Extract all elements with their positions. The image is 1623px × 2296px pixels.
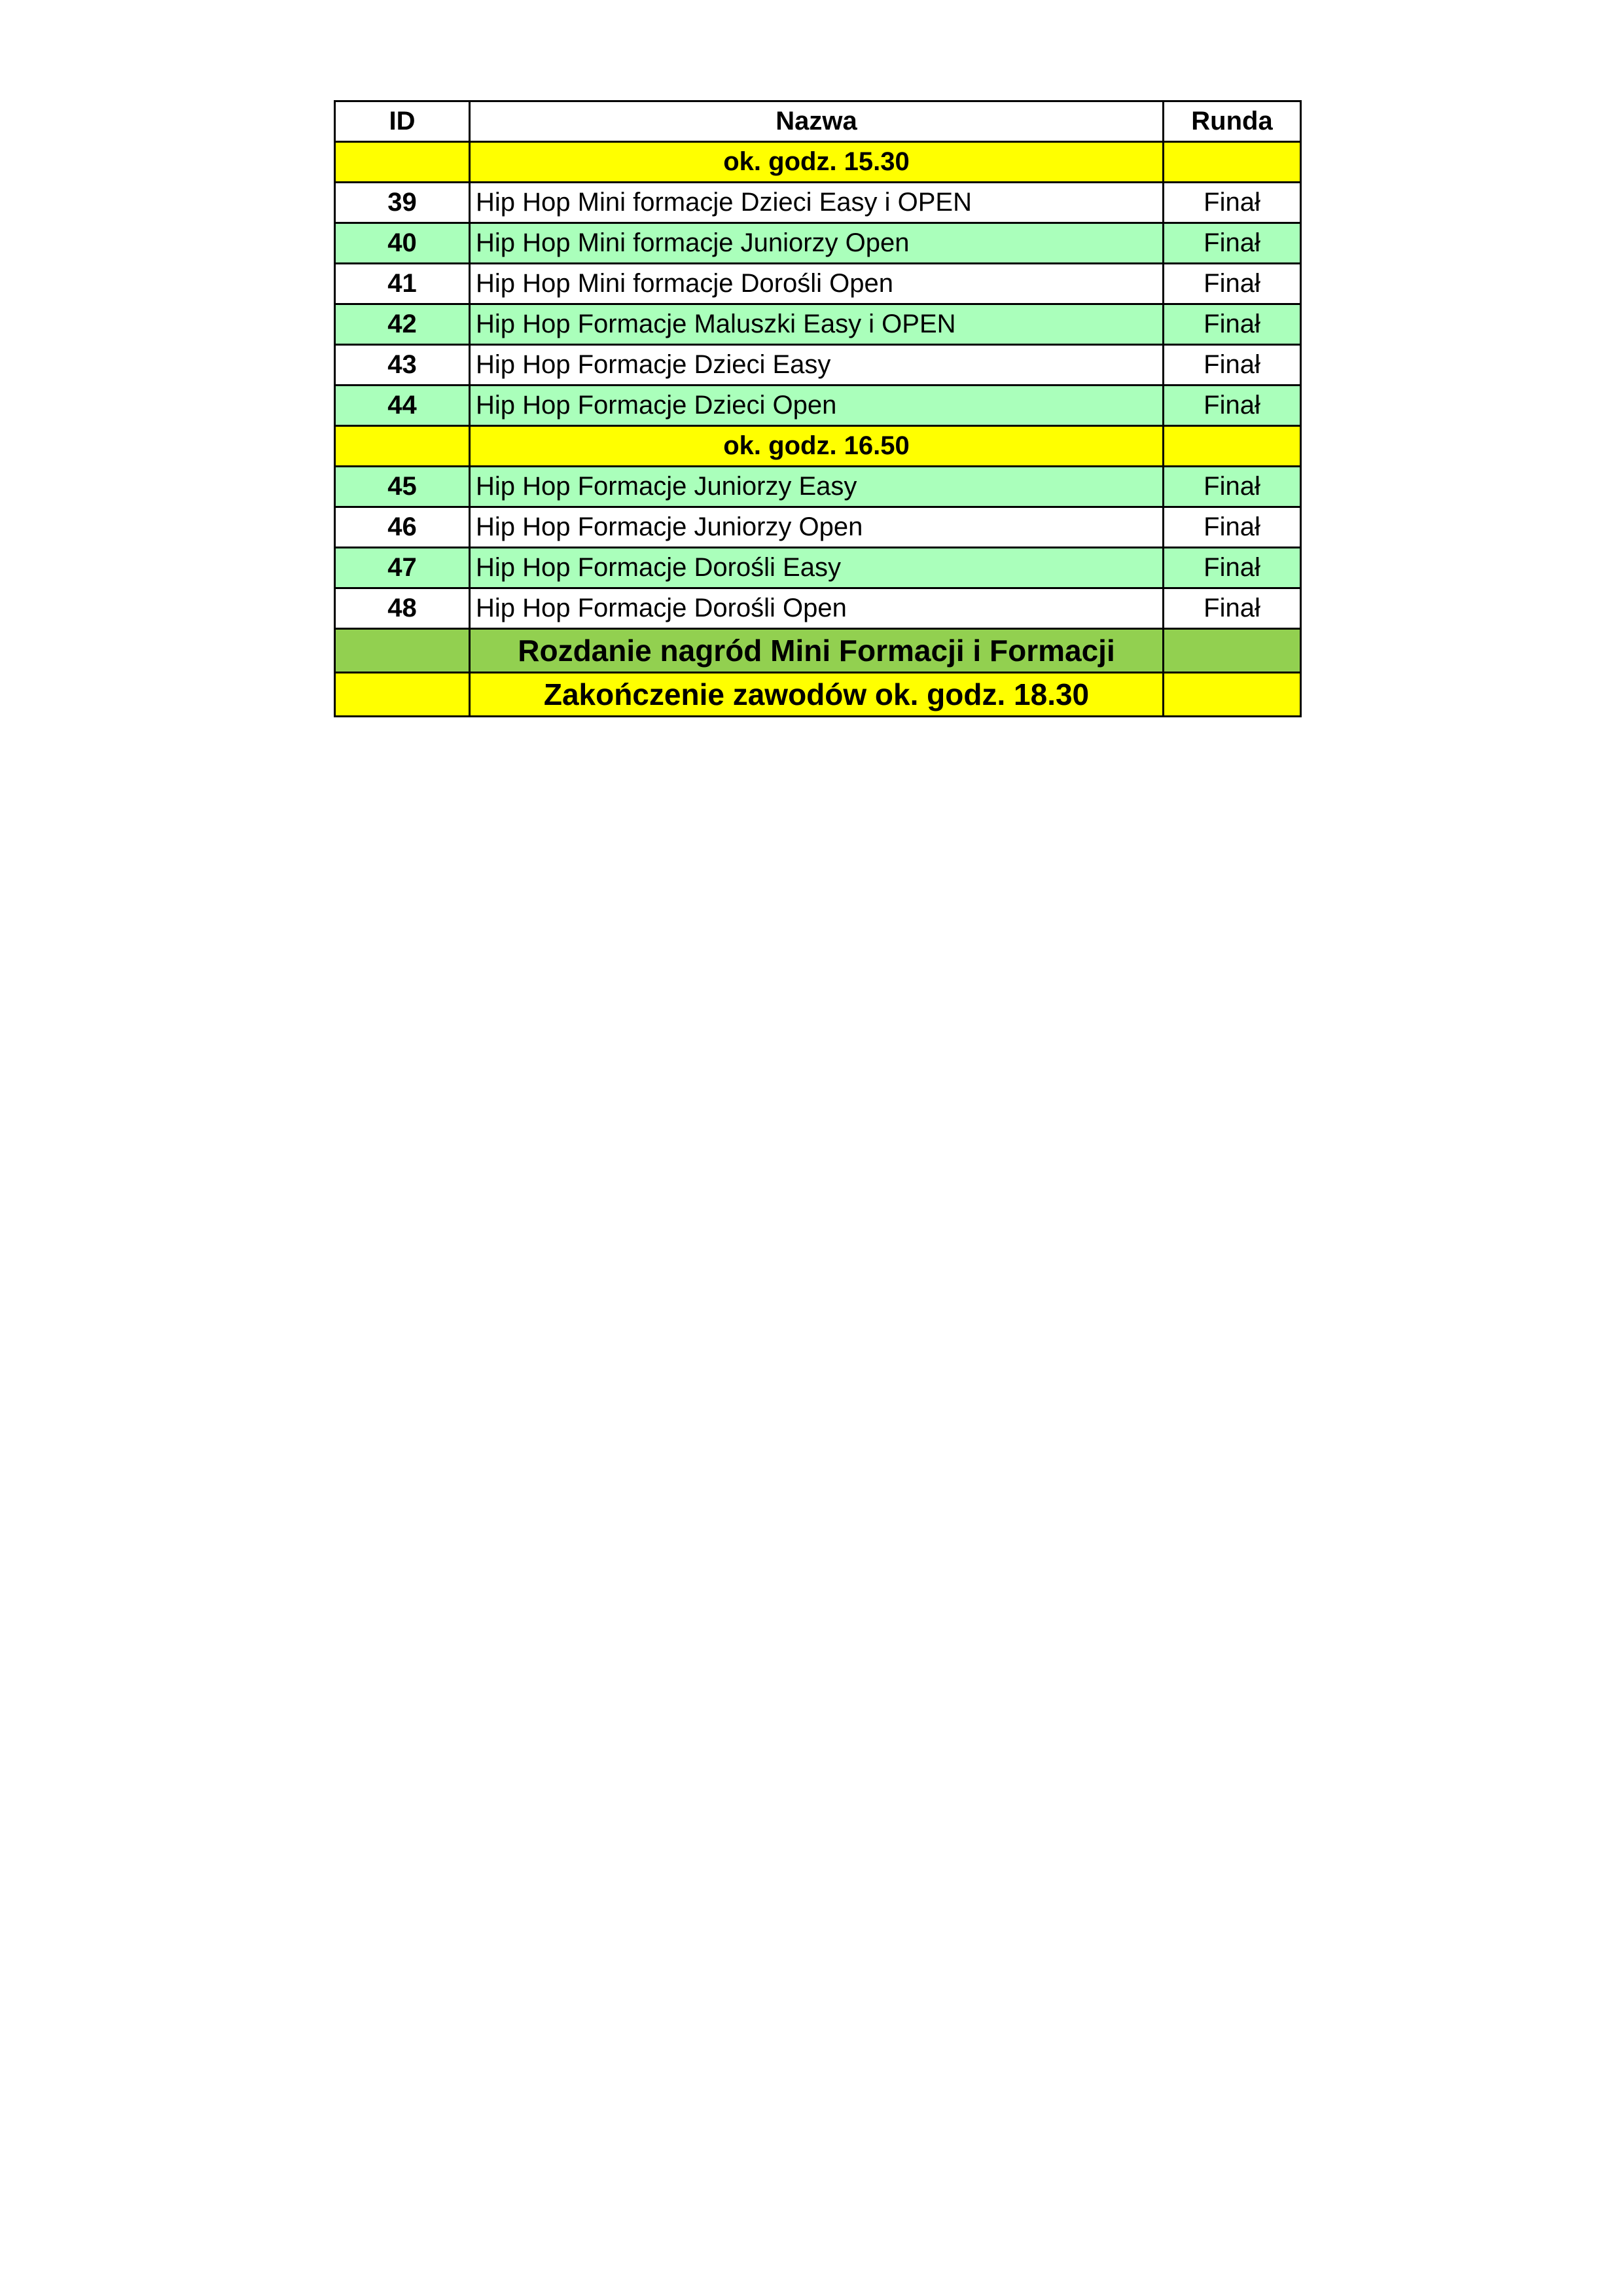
header-round: Runda — [1164, 101, 1301, 142]
closing-label: Zakończenie zawodów ok. godz. 18.30 — [470, 673, 1164, 717]
entry-id: 39 — [335, 183, 470, 223]
entry-round: Finał — [1164, 304, 1301, 345]
entry-name: Hip Hop Formacje Maluszki Easy i OPEN — [470, 304, 1164, 345]
time-marker-label: ok. godz. 16.50 — [470, 426, 1164, 467]
table-row — [335, 507, 1301, 548]
entry-id: 41 — [335, 264, 470, 304]
table-row — [335, 548, 1301, 588]
entry-name: Hip Hop Formacje Dorośli Open — [470, 588, 1164, 629]
entry-round: Finał — [1164, 467, 1301, 507]
time-marker-id-cell — [335, 426, 470, 467]
award-round-cell — [1164, 629, 1301, 673]
entry-name: Hip Hop Mini formacje Dorośli Open — [470, 264, 1164, 304]
award-ceremony-row — [335, 629, 1301, 673]
entry-round: Finał — [1164, 507, 1301, 548]
entry-id: 48 — [335, 588, 470, 629]
closing-round-cell — [1164, 673, 1301, 717]
award-id-cell — [335, 629, 470, 673]
table-row — [335, 467, 1301, 507]
entry-name: Hip Hop Mini formacje Dzieci Easy i OPEN — [470, 183, 1164, 223]
entry-name: Hip Hop Formacje Dzieci Easy — [470, 345, 1164, 386]
time-marker-row — [335, 142, 1301, 183]
time-marker-round-cell — [1164, 142, 1301, 183]
table-row — [335, 386, 1301, 426]
closing-id-cell — [335, 673, 470, 717]
entry-name: Hip Hop Mini formacje Juniorzy Open — [470, 223, 1164, 264]
table-row — [335, 183, 1301, 223]
entry-round: Finał — [1164, 386, 1301, 426]
entry-id: 40 — [335, 223, 470, 264]
time-marker-id-cell — [335, 142, 470, 183]
entry-id: 44 — [335, 386, 470, 426]
table-row — [335, 304, 1301, 345]
entry-round: Finał — [1164, 223, 1301, 264]
schedule-table — [334, 100, 1302, 717]
entry-id: 42 — [335, 304, 470, 345]
entry-name: Hip Hop Formacje Juniorzy Easy — [470, 467, 1164, 507]
time-marker-round-cell — [1164, 426, 1301, 467]
entry-name: Hip Hop Formacje Dzieci Open — [470, 386, 1164, 426]
time-marker-row — [335, 426, 1301, 467]
table-row — [335, 345, 1301, 386]
time-marker-label: ok. godz. 15.30 — [470, 142, 1164, 183]
entry-id: 45 — [335, 467, 470, 507]
entry-id: 47 — [335, 548, 470, 588]
table-row — [335, 264, 1301, 304]
entry-round: Finał — [1164, 264, 1301, 304]
award-ceremony-label: Rozdanie nagród Mini Formacji i Formacji — [470, 629, 1164, 673]
entry-round: Finał — [1164, 345, 1301, 386]
table-row — [335, 588, 1301, 629]
table-row — [335, 223, 1301, 264]
entry-round: Finał — [1164, 588, 1301, 629]
header-id: ID — [335, 101, 470, 142]
entry-round: Finał — [1164, 548, 1301, 588]
header-row — [335, 101, 1301, 142]
entry-name: Hip Hop Formacje Juniorzy Open — [470, 507, 1164, 548]
entry-name: Hip Hop Formacje Dorośli Easy — [470, 548, 1164, 588]
entry-id: 43 — [335, 345, 470, 386]
header-name: Nazwa — [470, 101, 1164, 142]
entry-id: 46 — [335, 507, 470, 548]
closing-row — [335, 673, 1301, 717]
entry-round: Finał — [1164, 183, 1301, 223]
